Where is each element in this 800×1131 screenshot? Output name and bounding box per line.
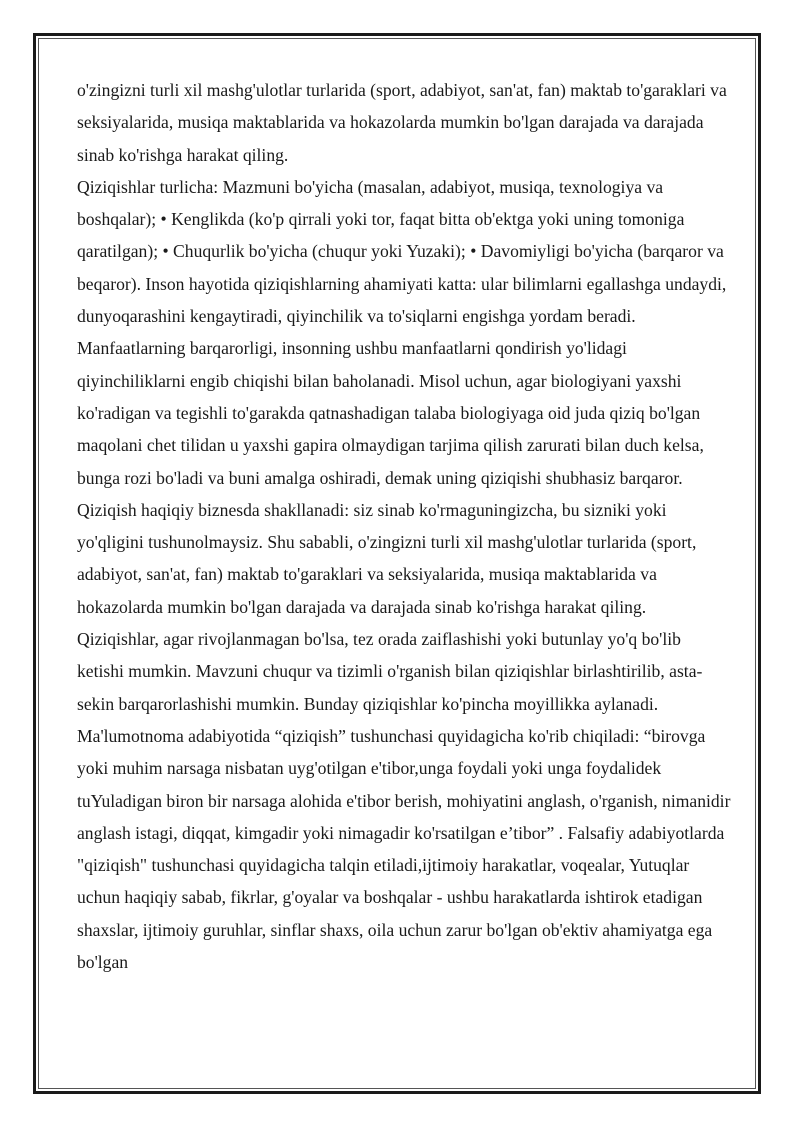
paragraph: o'zingizni turli xil mashg'ulotlar turlarida (sport, adabiyot, san'at, fan) maktab to'garaklari va seksiyalarida, musiqa maktablarida va hokazolarda mumkin bo'lgan darajada va darajada sinab ko'rishga harakat qiling.	[77, 80, 727, 165]
document-body	[77, 74, 732, 978]
paragraph: Qiziqishlar turlicha: Mazmuni bo'yicha (masalan, adabiyot, musiqa, texnologiya va boshqalar); • Kenglikda (ko'p qirrali yoki tor, faqat bitta ob'ektga yoki uning tomoniga qaratilgan); • Chuqurlik bo'yicha (chuqur yoki Yuzaki); • Davomiyligi bo'yicha (barqaror va beqaror). Inson hayotida qiziqishlarning ahamiyati katta: ular bilimlarni egallashga undaydi, dunyoqarashini kengaytiradi, qiyinchilik va to'siqlarni engishga yordam beradi. Manfaatlarning barqarorligi, insonning ushbu manfaatlarni qondirish yo'lidagi qiyinchiliklarni engib chiqishi bilan baholanadi. Misol uchun, agar biologiyani yaxshi ko'radigan va tegishli to'garakda qatnashadigan talaba biologiyaga oid juda qiziq bo'lgan maqolani chet tilidan u yaxshi gapira olmaydigan tarjima qilish zarurati bilan duch kelsa, bunga rozi bo'ladi va buni amalga oshiradi, demak uning qiziqishi shubhasiz barqaror. Qiziqish haqiqiy biznesda shakllanadi: siz sinab ko'rmaguningizcha, bu sizniki yoki yo'qligini tushunolmaysiz. Shu sababli, o'zingizni turli xil mashg'ulotlar turlarida (sport, adabiyot, san'at, fan) maktab to'garaklari va seksiyalarida, musiqa maktablarida va hokazolarda mumkin bo'lgan darajada va darajada sinab ko'rishga harakat qiling.	[77, 176, 727, 617]
paragraph: Qiziqishlar, agar rivojlanmagan bo'lsa, tez orada zaiflashishi yoki butunlay yo'q bo'lib ketishi mumkin. Mavzuni chuqur va tizimli o'rganish bilan qiziqishlar birlashtirilib, asta-sekin barqarorlashishi mumkin. Bunday qiziqishlar ko'pincha moyillikka aylanadi. Ma'lumotnoma adabiyotida “qiziqish” tushunchasi quyidagicha ko'rib chiqiladi: “birovga yoki muhim narsaga nisbatan uyg'otilgan e'tibor,unga foydali yoki unga foydalidek tuYuladigan biron bir narsaga alohida e'tibor berish, mohiyatini anglash, o'rganish, nimanidir anglash istagi, diqqat, kimgadir yoki nimagadir ko'rsatilgan e’tibor” . Falsafiy adabiyotlarda "qiziqish" tushunchasi quyidagicha talqin etiladi,ijtimoiy harakatlar, voqealar, Yutuqlar uchun haqiqiy sabab, fikrlar, g'oyalar va boshqalar - ushbu harakatlarda ishtirok etadigan shaxslar, ijtimoiy guruhlar, sinflar shaxs, oila uchun zarur bo'lgan ob'ektiv ahamiyatga ega bo'lgan	[77, 629, 731, 973]
